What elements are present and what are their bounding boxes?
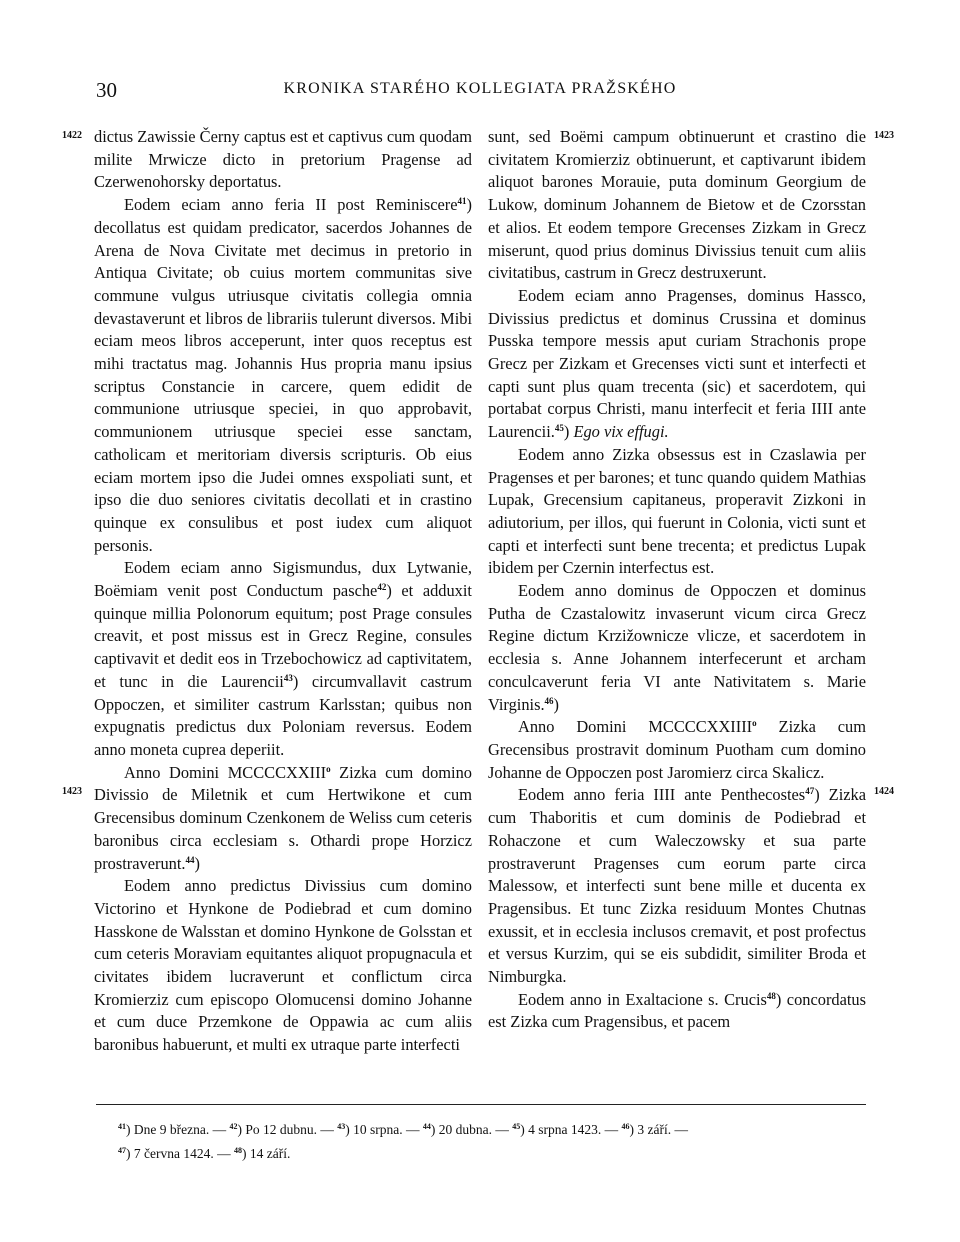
footnote-ref: 48: [766, 990, 776, 1001]
footnote-ref: 47: [805, 786, 815, 797]
right-text-column: [488, 126, 866, 1034]
footnote-ref: 43: [337, 1122, 346, 1131]
paragraph-p2: [94, 194, 472, 557]
footnote-rule: [96, 1104, 866, 1105]
footnote-ref: 46: [544, 695, 554, 706]
text-run: ): [194, 853, 200, 873]
footnote-ref: 42: [229, 1122, 238, 1131]
text-run: Eodem anno dominus de Oppoczen et dominus Putha de Czastalowitz invaserunt vicum circa Grecz Regine dictum Krzižownicze vlicze, et sacerdotem in ecclesia s. Anne Johannem interfecerunt et archam conculcaverunt feria VI ante Nativitatem s. Marie Virginis.: [488, 581, 866, 714]
text-run: ) decollatus est quidam predicator, sacerdos Johannes de Arena de Nova Civitate met decimus in pretorio in Antiqua Civitate; ob cuius mortem communitas sive commune vulgus utriusque civitatis collegia omnia devastaverunt et libros de librariis tulerunt diversos. Mibi eciam meos libros acceperunt, inter quos receptus est mihi tractatus mag. Johannis Hus propria manu ipsius scriptus Constancie in carcere, quem edidit de communione utriusque speciei, in quo approbavit, communionem utriusque speciei esse sanctam, catholicam et meritoriam diversis scripturis. Ob eius eciam mortem ipso die Judei omnes exspoliati sunt, et ipso die duo seniores civitatis decollati et in crastino quinque ex consulibus et post iudex cum aliquot personis.: [94, 195, 472, 555]
text-run: Zizka cum domino Divissio de Miletnik et cum Hertwikone et cum Grecensibus dominum Czenkonem de Weliss cum ceteris baronibus circa ecclesiam s. Othardi prope Horzicz prostraverunt.: [94, 762, 472, 873]
footnote-line-1: [118, 1116, 878, 1140]
text-run: Eodem eciam anno feria II post Reminiscere: [124, 195, 458, 215]
footnote-ref: 44: [185, 854, 195, 865]
text-run: ) Dne 9 března. —: [126, 1122, 230, 1137]
text-run: ) 14 září.: [241, 1146, 291, 1161]
paragraph-p4: [94, 762, 472, 876]
text-run: ) 20 dubna. —: [430, 1122, 513, 1137]
footnote-ref: 45: [554, 423, 564, 434]
footnote-ref: 48: [233, 1146, 242, 1155]
footnote-ref: 46: [621, 1122, 630, 1131]
text-run: ) et adduxit quinque millia Polonorum equitum; post Prage consules creavit, et post missus est in Grecz Regine, consules captivavit et dedit eos in Trzebochowicz ad captivitatem, et tunc in die Laurencii: [94, 581, 472, 691]
text-run: Eodem eciam anno Pragenses, dominus Hassco, Divissius predictus et dominus Crussina et dominus Pusska tempore messis aput curiam Strachonis prope Grecz per Zizkam et Grecenses victi sunt et interfecti et capti sunt plus quam trecenta (sic) et sacerdotem, qui portabat corpus Christi, manu interfecit et feria IIII ante Laurencii.: [488, 285, 866, 442]
text-run: ) Zizka cum Thaboritis et cum dominis de Podiebrad et Rohaczone et cum Waleczowsky et sua parte prostraverunt Pragenses cum eorum parte circa Malessow, et interfecti sunt bene mille et ducenta ex Pragensibus. Et tunc Zizka residuum Montes Chutnas exussit, et in ecclesia inclusos cremavit, et post profectus et versus Kurzim, qui se eis subdidit, similiter Broda et Nimburgka.: [488, 785, 866, 987]
text-run: Eodem anno feria IIII ante Penthecostes: [518, 785, 806, 805]
left-text-column: [94, 126, 472, 1057]
paragraph-r4: [488, 580, 866, 716]
paragraph-p5: [94, 875, 472, 1057]
footnote-ref: 41: [457, 196, 467, 207]
text-run: Zizka cum Grecensibus prostravit dominum Puotham cum domino Johanne de Oppoczen post Jaromierz circa Skalicz.: [488, 717, 866, 782]
text-run: ) Po 12 dubnu. —: [237, 1122, 338, 1137]
footnote-line-2: [118, 1140, 878, 1164]
paragraph-r1: [488, 126, 866, 285]
margin-year-left-top: 1422: [62, 130, 82, 141]
margin-year-right-mid: 1424: [874, 786, 894, 797]
text-run: ) circumvallavit castrum Oppoczen, et similiter castrum Karlsstan; quibus non expugnatis predictus dux Poloniam reversus. Eodem anno moneta cuprea deperiit.: [94, 671, 473, 759]
text-run: ) concordatus est Zizka cum Pragensibus, et pacem: [488, 989, 867, 1032]
paragraph-p1: [94, 126, 472, 194]
text-run: Eodem eciam anno Sigismundus, dux Lytwanie, Boëmiam venit post Conductum pasche: [94, 558, 472, 601]
text-run: Eodem anno Zizka obsessus est in Czaslawia per Pragenses et per barones; et tunc quando quidem Mathias Lupak, Grecensium capitaneus, properavit Zizkoni in adiutorium, per illos, qui fuerunt in Colonia, victi sunt et capti et interfecti sunt bene trecenta; et predictus Lupak ibidem per Czernin interfectus est.: [488, 444, 866, 578]
text-run: dictus Zawissie Černy captus est et captivus cum quodam milite Mrwicze dicto in pretorium Pragense ad Czerwenohorsky deportatus.: [94, 127, 472, 192]
paragraph-r7: [488, 989, 866, 1034]
footnote-ref: 44: [422, 1122, 431, 1131]
text-run: ) 10 srpna. —: [345, 1122, 423, 1137]
text-run: sunt, sed Boëmi campum obtinuerunt et crastino die civitatem Kromierziz obtinuerunt, et captivarunt ibidem aliquot barones Morauie, puta dominum Georgium de Lukow, dominum Johannem de Bietow et de Czorsstan et alios. Et eodem tempore Grecenses Zizkam in Grecz miserunt, quod prius dominus Divissius tenuit cum aliis civitatibus, castrum in Grecz destruxerunt.: [488, 127, 866, 283]
text-run: ) 7 června 1424. —: [126, 1146, 234, 1161]
text-run: Eodem anno in Exaltacione s. Crucis: [518, 989, 767, 1009]
paragraph-r2: [488, 285, 866, 444]
text-run: ) 4 srpna 1423. —: [520, 1122, 622, 1137]
paragraph-r6: [488, 784, 866, 988]
footnote-ref: 42: [377, 582, 387, 593]
paragraph-r5: [488, 716, 866, 784]
footnote-ref: 41: [118, 1122, 126, 1131]
footnote-ref: 45: [512, 1122, 521, 1131]
paragraph-r3: [488, 444, 866, 580]
footnote-ref: o: [326, 763, 331, 774]
text-run: Anno Domini MCCCCXXIII: [124, 762, 327, 782]
text-run: ) 3 září. —: [629, 1122, 688, 1137]
footnote-ref: o: [752, 718, 757, 729]
text-run: ): [553, 694, 560, 714]
footnote-ref: 47: [118, 1146, 126, 1155]
margin-year-right-top: 1423: [874, 130, 894, 141]
margin-year-left-mid: 1423: [62, 786, 82, 797]
italic-text: Ego vix effugi.: [573, 422, 669, 442]
text-run: Anno Domini MCCCCXXIIII: [518, 717, 753, 737]
text-run: Eodem anno predictus Divissius cum domino Victorino et Hynkone de Podiebrad et cum domino Hasskone de Walsstan et domino Hynkone de Golsstan et cum ceteris Moraviam equitantes aliquot propugnacula et civitates ibidem lucraverunt et conflictum circa Kromierziz cum episcopo Olomucensi domino Johanne et cum duce Przemkone de Oppawia ac cum aliis baronibus habuerunt, et multi ex utraque parte interfecti: [94, 876, 472, 1055]
page-number: 30: [96, 78, 117, 102]
footnote-ref: 43: [283, 672, 293, 683]
running-title: KRONIKA STARÉHO KOLLEGIATA PRAŽSKÉHO: [283, 80, 677, 97]
paragraph-p3: [94, 557, 472, 761]
text-run: ): [563, 422, 574, 442]
footnotes: [118, 1116, 878, 1164]
